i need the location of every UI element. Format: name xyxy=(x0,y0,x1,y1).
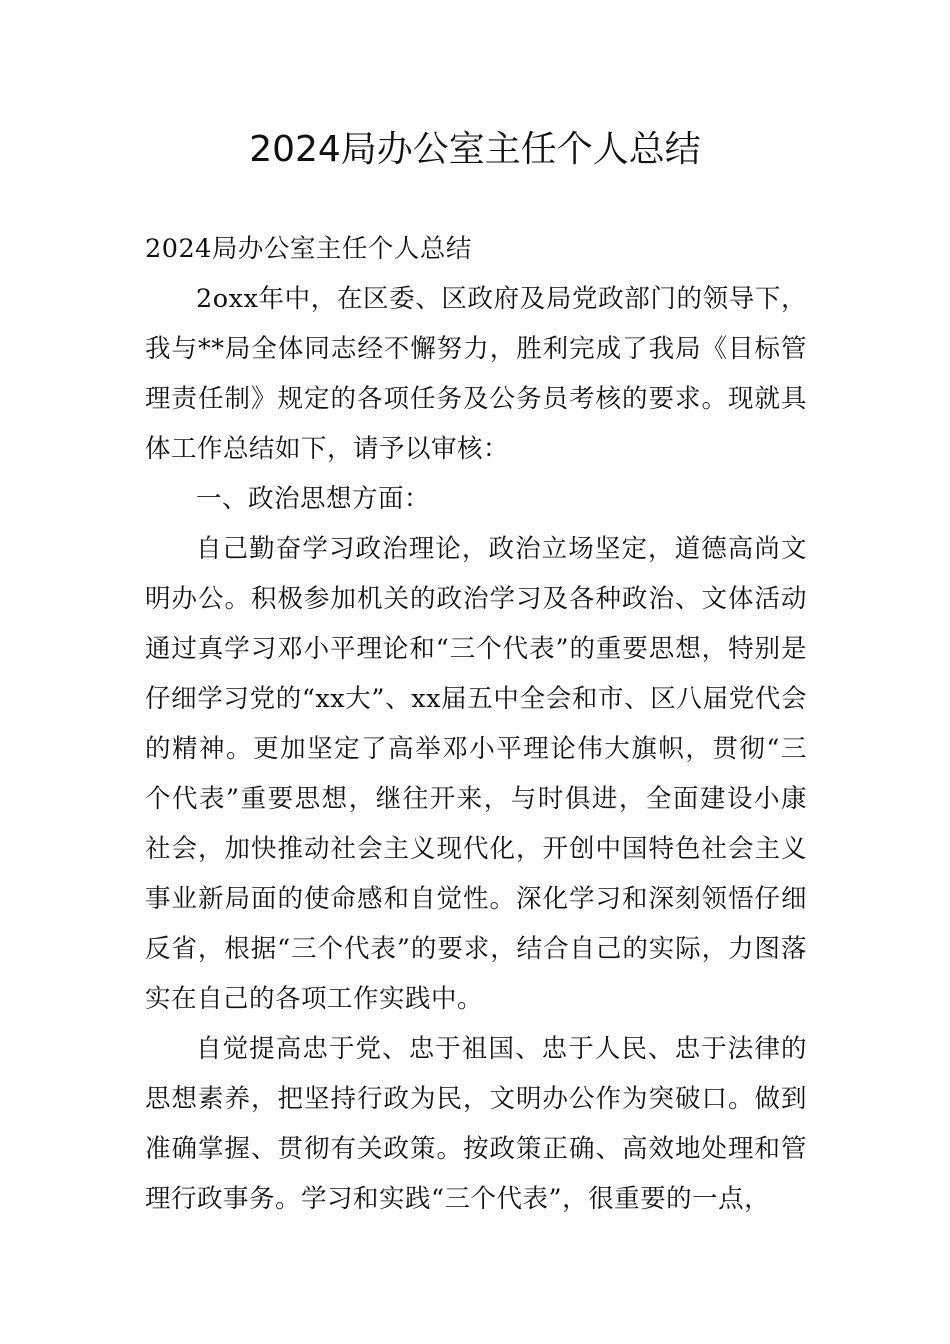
section-heading-political: 一、政治思想方面： xyxy=(196,484,431,514)
paragraph-loyalty: 自觉提高忠于党、忠于祖国、忠于人民、忠于法律的思想素养，把坚持行政为民，文明办公作为突破口。做到准确掌握、贯彻有关政策。按政策正确、高效地处理和管理行政事务。学习和实践“三个代表”，很重要的一点， xyxy=(145,1034,807,1214)
paragraph-study: 自己勤奋学习政治理论，政治立场坚定，道德高尚文明办公。积极参加机关的政治学习及各种政治、文体活动通过真学习邓小平理论和“三个代表”的重要思想，特别是仔细学习党的“xx大”、xx届五中全会和市、区八届党代会的精神。更加坚定了高举邓小平理论伟大旗帜，贯彻“三个代表”重要思想，继往开来，与时俱进，全面建设小康社会，加快推动社会主义现代化，开创中国特色社会主义事业新局面的使命感和自觉性。深化学习和深刻领悟仔细反省，根据“三个代表”的要求，结合自己的实际，力图落实在自己的各项工作实践中。 xyxy=(145,534,807,1014)
document-subtitle: 2024局办公室主任个人总结 xyxy=(145,234,472,264)
paragraph-intro: 2oxx年中，在区委、区政府及局党政部门的领导下，我与**局全体同志经不懈努力，胜利完成了我局《目标管理责任制》规定的各项任务及公务员考核的要求。现就具体工作总结如下，请予以审核： xyxy=(145,284,807,464)
document-body xyxy=(145,224,807,1224)
document-title: 2024局办公室主任个人总结 xyxy=(249,129,701,170)
